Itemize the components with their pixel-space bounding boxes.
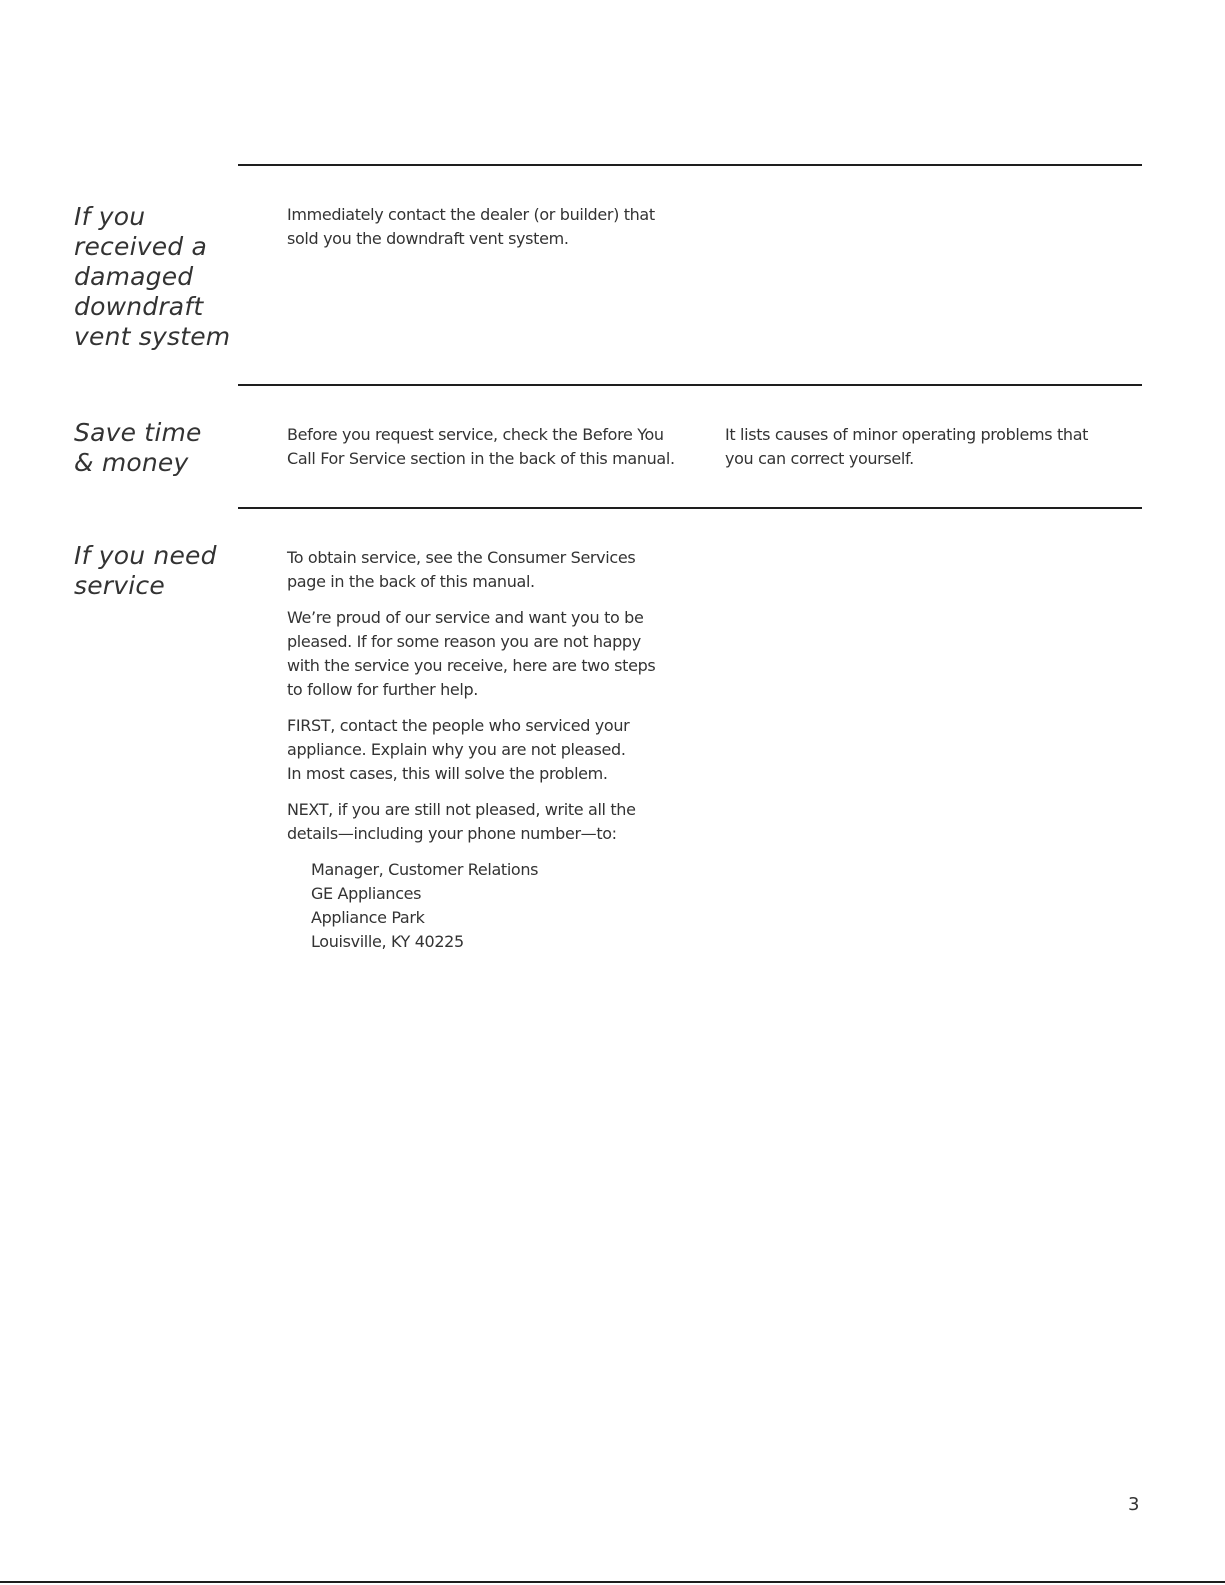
body-line: FIRST, contact the people who serviced your [287,716,630,735]
body-line: We’re proud of our service and want you to be [287,608,644,627]
paragraph-next-step [287,798,655,846]
heading-save-time-money [74,418,239,478]
body-line: Immediately contact the dealer (or builder) that [287,205,655,224]
section-divider-top [238,164,1142,166]
body-line: details—including your phone number—to: [287,824,617,843]
section-divider-lower [238,507,1142,509]
heading-line: & money [74,448,189,477]
body-line: pleased. If for some reason you are not happy [287,632,641,651]
page-bottom-edge [0,1581,1225,1583]
mailing-address [311,858,655,954]
heading-line: If you need [74,541,217,570]
body-line: you can correct yourself. [725,449,914,468]
heading-line: service [74,571,165,600]
paragraph-first-step [287,714,655,786]
heading-if-you-need-service [74,541,239,601]
paragraph-proud-of-service [287,606,655,702]
heading-line: received a [74,232,208,261]
address-line: Louisville, KY 40225 [311,932,464,951]
section-divider-middle [238,384,1142,386]
body-line: to follow for further help. [287,680,479,699]
body-line: NEXT, if you are still not pleased, write all the [287,800,636,819]
heading-line: damaged [74,262,194,291]
body-line: To obtain service, see the Consumer Services [287,548,636,567]
damaged-body-text [287,203,655,251]
heading-line: Save time [74,418,202,447]
body-line: It lists causes of minor operating problems that [725,425,1089,444]
paragraph-obtain-service [287,546,655,594]
body-line: sold you the downdraft vent system. [287,229,569,248]
heading-damaged-vent-system [74,202,239,352]
address-line: Manager, Customer Relations [311,860,539,879]
address-line: Appliance Park [311,908,425,927]
save-body-col2 [725,423,1088,471]
body-line: In most cases, this will solve the problem. [287,764,608,783]
address-line: GE Appliances [311,884,422,903]
body-line: with the service you receive, here are two steps [287,656,656,675]
body-line: Before you request service, check the Before You [287,425,664,444]
body-line: appliance. Explain why you are not pleased. [287,740,626,759]
save-body-col1 [287,423,675,471]
body-line: page in the back of this manual. [287,572,535,591]
service-body-text [287,546,655,954]
page-number: 3 [1128,1494,1140,1515]
heading-line: vent system [74,322,231,351]
heading-line: If you [74,202,146,231]
heading-line: downdraft [74,292,204,321]
body-line: Call For Service section in the back of this manual. [287,449,675,468]
